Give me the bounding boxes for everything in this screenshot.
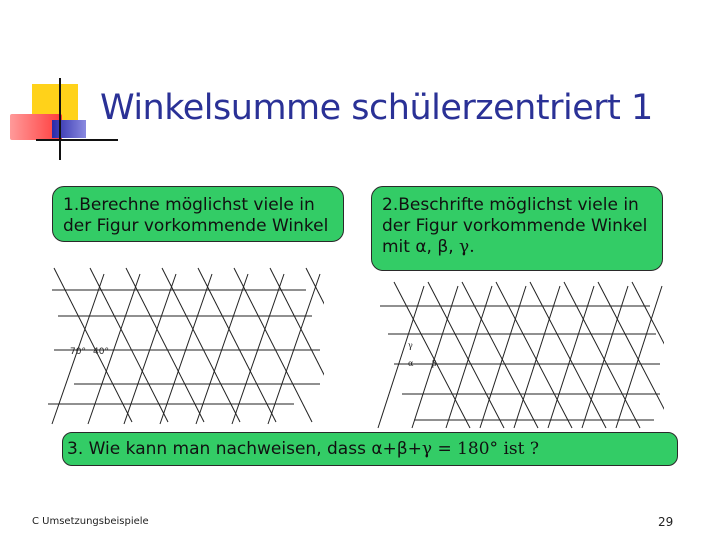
figure-2-gamma-label: γ [408,341,413,350]
figure-1-diagonal-line [234,268,312,422]
task-2-box [371,186,663,271]
task-3-text: 3. Wie kann man nachweisen, dass α+β+ [67,439,422,459]
figure-1-grid [44,254,324,426]
figure-1-diagonal-line [162,268,240,422]
figure-2-diagonal-line [530,282,606,428]
figure-2-antidiagonal-line [378,286,424,428]
figure-2-antidiagonal-line [548,286,594,428]
figure-2-diagonal-line [428,282,504,428]
figure-2-diagonal-line [462,282,538,428]
figure-2-beta-label: β [432,359,437,368]
task-2-text: 2.Beschrifte möglichst viele in der Figur vorkommende Winkel mit α, β, [382,195,648,257]
page-title: Winkelsumme schülerzentriert 1 [100,88,653,128]
figure-2-antidiagonal-line [412,286,458,428]
figure-1-diagonal-line [90,268,168,422]
figure-1-angle-70: 70° [70,347,86,357]
figure-2-antidiagonal-line [616,286,662,428]
figure-2-alpha-label: α [408,359,414,368]
figure-1-diagonal-line [126,268,204,422]
figure-2-diagonal-line [496,282,572,428]
task-2-gamma: γ. [459,237,475,257]
figure-2-antidiagonal-line [480,286,526,428]
figure-2-diagonal-line [632,282,664,428]
figure-1-diagonal-line [54,268,132,422]
page-number: 29 [658,515,674,529]
figure-1-angle-40: 40° [93,347,109,357]
figure-2-diagonal-line [598,282,664,428]
figure-2-antidiagonal-line [514,286,560,428]
figure-2-diagonal-line [394,282,470,428]
footer-section-label: C Umsetzungsbeispiele [32,516,149,527]
task-1-box [52,186,344,242]
figure-2-antidiagonal-line [582,286,628,428]
task-1-text: 1.Berechne möglichst viele in der Figur vorkommende Winkel [63,195,329,236]
logo-blue-bar [52,120,86,138]
task-3-box [62,432,678,466]
figure-2-diagonal-line [564,282,640,428]
slide-logo [0,0,120,170]
figure-2-grid [374,272,664,430]
task-3-formula-tail: γ = 180° ist ? [421,439,539,459]
figure-2-antidiagonal-line [446,286,492,428]
figure-1-diagonal-line [198,268,276,422]
